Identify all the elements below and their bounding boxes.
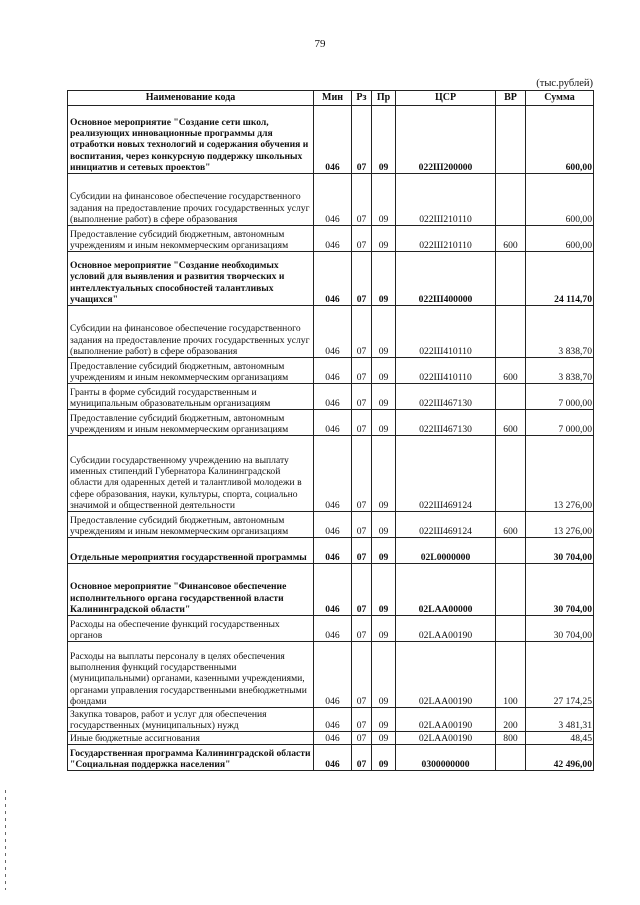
row-pr: 09 (372, 306, 396, 358)
row-rz: 07 (352, 745, 372, 771)
row-rz: 07 (352, 732, 372, 745)
row-vr (496, 106, 526, 174)
row-csr: 02L0000000 (396, 538, 496, 564)
row-rz: 07 (352, 564, 372, 616)
row-vr: 200 (496, 708, 526, 732)
row-pr: 09 (372, 174, 396, 226)
table-row (68, 616, 594, 642)
row-min: 046 (314, 384, 352, 410)
row-vr (496, 306, 526, 358)
row-csr: 022Ш469124 (396, 436, 496, 512)
row-vr (496, 174, 526, 226)
row-vr: 600 (496, 512, 526, 538)
row-pr: 09 (372, 538, 396, 564)
row-min: 046 (314, 106, 352, 174)
row-pr: 09 (372, 642, 396, 708)
row-min: 046 (314, 564, 352, 616)
table-row (68, 436, 594, 512)
row-rz: 07 (352, 106, 372, 174)
row-csr: 02LAA00190 (396, 732, 496, 745)
row-rz: 07 (352, 410, 372, 436)
row-min: 046 (314, 226, 352, 252)
row-rz: 07 (352, 616, 372, 642)
row-pr: 09 (372, 732, 396, 745)
row-sum: 600,00 (526, 226, 594, 252)
header-min: Мин (314, 91, 352, 106)
table-row (68, 252, 594, 306)
row-rz: 07 (352, 226, 372, 252)
row-min: 046 (314, 538, 352, 564)
table-row (68, 538, 594, 564)
row-rz: 07 (352, 642, 372, 708)
row-sum: 3 838,70 (526, 306, 594, 358)
table-row (68, 708, 594, 732)
header-vr: ВР (496, 91, 526, 106)
row-pr: 09 (372, 226, 396, 252)
row-pr: 09 (372, 252, 396, 306)
header-csr: ЦСР (396, 91, 496, 106)
row-sum: 3 481,31 (526, 708, 594, 732)
row-sum: 13 276,00 (526, 436, 594, 512)
table-row (68, 358, 594, 384)
row-vr: 100 (496, 642, 526, 708)
row-rz: 07 (352, 512, 372, 538)
row-pr: 09 (372, 358, 396, 384)
row-vr (496, 384, 526, 410)
row-sum: 24 114,70 (526, 252, 594, 306)
budget-table (67, 90, 594, 771)
row-vr (496, 616, 526, 642)
row-rz: 07 (352, 358, 372, 384)
row-sum: 48,45 (526, 732, 594, 745)
row-min: 046 (314, 745, 352, 771)
units-label: (тыс.рублей) (536, 78, 593, 89)
row-vr (496, 538, 526, 564)
row-sum: 7 000,00 (526, 410, 594, 436)
row-name: Предоставление субсидий бюджетным, автономным учреждениям и иным некоммерческим организациям (68, 226, 314, 252)
row-vr (496, 436, 526, 512)
row-csr: 02LAA00000 (396, 564, 496, 616)
row-name: Основное мероприятие "Создание необходимых условий для выявления и развития творческих и интеллектуальных способностей талантливых учащихся" (68, 252, 314, 306)
row-vr: 600 (496, 410, 526, 436)
row-csr: 022Ш400000 (396, 252, 496, 306)
row-min: 046 (314, 358, 352, 384)
row-sum: 7 000,00 (526, 384, 594, 410)
row-vr: 600 (496, 226, 526, 252)
header-pr: Пр (372, 91, 396, 106)
row-rz: 07 (352, 384, 372, 410)
row-csr: 022Ш467130 (396, 384, 496, 410)
row-csr: 02LAA00190 (396, 708, 496, 732)
row-name: Основное мероприятие "Финансовое обеспечение исполнительного органа государственной власти Калининградской области" (68, 564, 314, 616)
row-pr: 09 (372, 106, 396, 174)
row-vr (496, 252, 526, 306)
row-name: Расходы на выплаты персоналу в целях обеспечения выполнения функций государственными (муниципальными) органами, казенными учреждениями, органами управления государственными внебюджетными фондами (68, 642, 314, 708)
row-name: Предоставление субсидий бюджетным, автономным учреждениям и иным некоммерческим организациям (68, 410, 314, 436)
row-sum: 27 174,25 (526, 642, 594, 708)
table-row (68, 745, 594, 771)
row-min: 046 (314, 616, 352, 642)
table-body (68, 106, 594, 771)
row-csr: 0300000000 (396, 745, 496, 771)
row-vr: 800 (496, 732, 526, 745)
row-name: Субсидии на финансовое обеспечение государственного задания на предоставление прочих государственных услуг (выполнение работ) в сфере образования (68, 306, 314, 358)
row-sum: 42 496,00 (526, 745, 594, 771)
row-rz: 07 (352, 174, 372, 226)
row-rz: 07 (352, 436, 372, 512)
row-name: Государственная программа Калининградской области "Социальная поддержка населения" (68, 745, 314, 771)
row-csr: 022Ш410110 (396, 306, 496, 358)
row-name: Субсидии государственному учреждению на выплату именных стипендий Губернатора Калининградской области для одаренных детей и талантливой молодежи в сфере образования, науки, культуры, спорта, социально значимой и общественной деятельности (68, 436, 314, 512)
table-row (68, 306, 594, 358)
row-rz: 07 (352, 538, 372, 564)
table-row (68, 642, 594, 708)
row-pr: 09 (372, 384, 396, 410)
row-name: Предоставление субсидий бюджетным, автономным учреждениям и иным некоммерческим организациям (68, 512, 314, 538)
row-csr: 02LAA00190 (396, 616, 496, 642)
row-min: 046 (314, 512, 352, 538)
row-csr: 022Ш469124 (396, 512, 496, 538)
row-min: 046 (314, 642, 352, 708)
page-number: 79 (314, 38, 326, 50)
row-vr (496, 564, 526, 616)
table-row (68, 384, 594, 410)
table-row (68, 410, 594, 436)
row-vr: 600 (496, 358, 526, 384)
row-min: 046 (314, 732, 352, 745)
header-sum: Сумма (526, 91, 594, 106)
table-row (68, 174, 594, 226)
row-min: 046 (314, 708, 352, 732)
row-sum: 600,00 (526, 106, 594, 174)
row-sum: 600,00 (526, 174, 594, 226)
row-rz: 07 (352, 708, 372, 732)
row-csr: 02LAA00190 (396, 642, 496, 708)
row-csr: 022Ш210110 (396, 174, 496, 226)
row-pr: 09 (372, 745, 396, 771)
row-pr: 09 (372, 708, 396, 732)
row-csr: 022Ш410110 (396, 358, 496, 384)
row-min: 046 (314, 436, 352, 512)
row-name: Отдельные мероприятия государственной программы (68, 538, 314, 564)
row-pr: 09 (372, 616, 396, 642)
header-name: Наименование кода (68, 91, 314, 106)
row-name: Иные бюджетные ассигнования (68, 732, 314, 745)
table-row (68, 564, 594, 616)
row-name: Закупка товаров, работ и услуг для обеспечения государственных (муниципальных) нужд (68, 708, 314, 732)
row-min: 046 (314, 306, 352, 358)
row-pr: 09 (372, 512, 396, 538)
row-name: Основное мероприятие "Создание сети школ, реализующих инновационные программы для отработки новых технологий и содержания обучения и воспитания, через конкурсную поддержку школьных инициатив и сетевых проектов" (68, 106, 314, 174)
row-name: Расходы на обеспечение функций государственных органов (68, 616, 314, 642)
row-pr: 09 (372, 410, 396, 436)
scan-edge-mark (5, 790, 6, 890)
row-csr: 022Ш200000 (396, 106, 496, 174)
row-sum: 30 704,00 (526, 538, 594, 564)
table-row (68, 512, 594, 538)
row-name: Субсидии на финансовое обеспечение государственного задания на предоставление прочих государственных услуг (выполнение работ) в сфере образования (68, 174, 314, 226)
table-row (68, 106, 594, 174)
row-min: 046 (314, 174, 352, 226)
row-rz: 07 (352, 252, 372, 306)
row-sum: 3 838,70 (526, 358, 594, 384)
row-min: 046 (314, 252, 352, 306)
row-sum: 30 704,00 (526, 564, 594, 616)
row-csr: 022Ш467130 (396, 410, 496, 436)
row-vr (496, 745, 526, 771)
table-header-row (68, 91, 594, 106)
table-row (68, 226, 594, 252)
row-name: Гранты в форме субсидий государственным и муниципальным образовательным организациям (68, 384, 314, 410)
row-rz: 07 (352, 306, 372, 358)
row-pr: 09 (372, 564, 396, 616)
row-name: Предоставление субсидий бюджетным, автономным учреждениям и иным некоммерческим организациям (68, 358, 314, 384)
table-row (68, 732, 594, 745)
row-min: 046 (314, 410, 352, 436)
header-rz: Рз (352, 91, 372, 106)
row-csr: 022Ш210110 (396, 226, 496, 252)
row-pr: 09 (372, 436, 396, 512)
row-sum: 13 276,00 (526, 512, 594, 538)
row-sum: 30 704,00 (526, 616, 594, 642)
